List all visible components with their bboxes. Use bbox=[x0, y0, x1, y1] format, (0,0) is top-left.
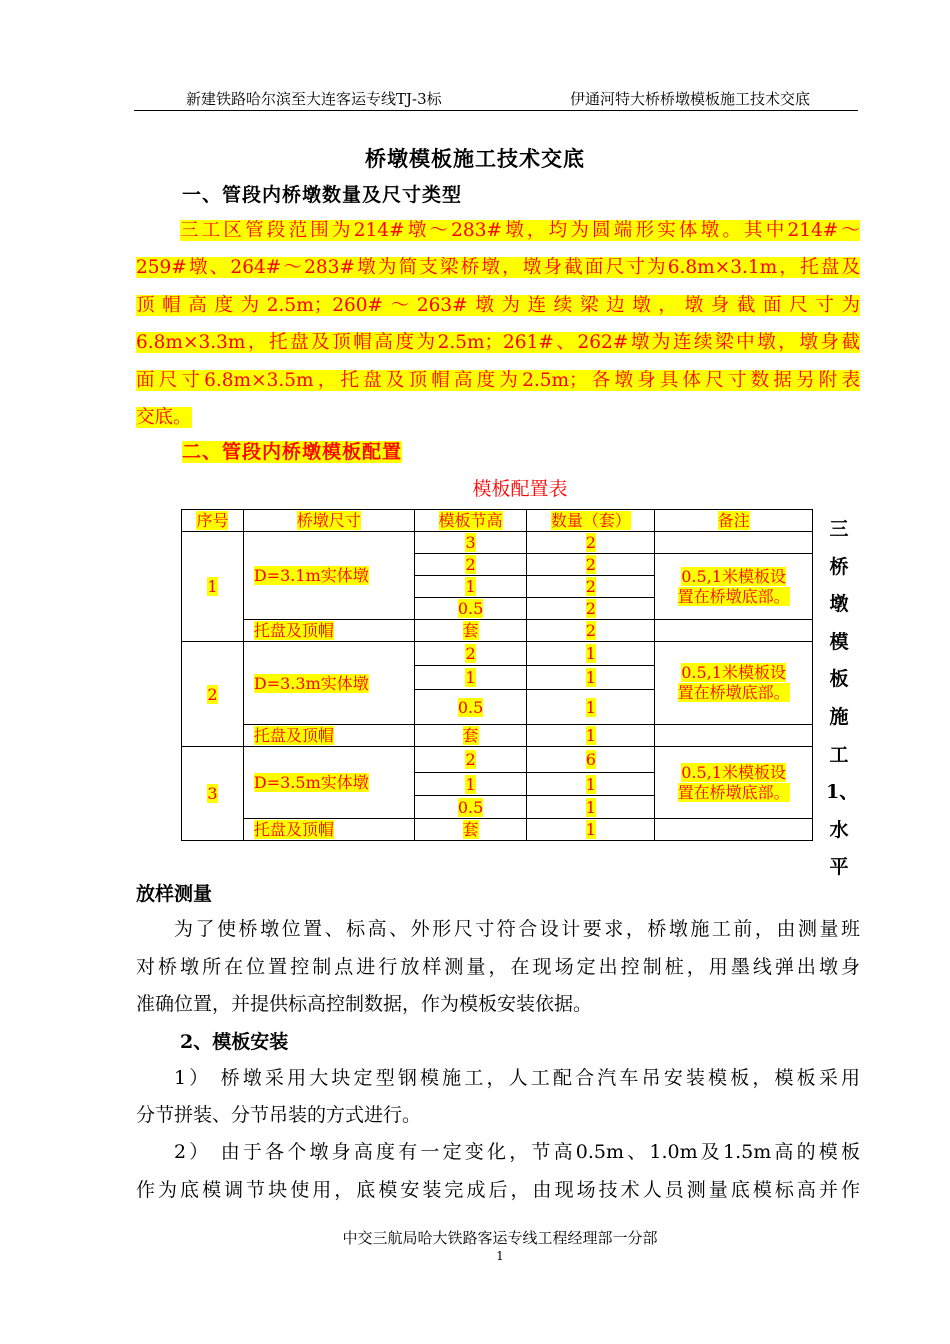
document-title: 桥墩模板施工技术交底 bbox=[365, 146, 585, 171]
cap-label: 托盘及顶帽 bbox=[243, 819, 414, 841]
note-empty bbox=[655, 620, 813, 642]
subsection1-paragraph bbox=[136, 911, 860, 1024]
cap-height: 套 bbox=[414, 620, 527, 642]
pier-size: D=3.1m实体墩 bbox=[243, 532, 414, 620]
table-header-row bbox=[182, 510, 813, 532]
paragraph-line: 为了使桥墩位置、标高、外形尺寸符合设计要求，桥墩施工前，由测量班 bbox=[174, 918, 860, 940]
cap-label: 托盘及顶帽 bbox=[243, 725, 414, 747]
quantity: 2 bbox=[527, 598, 655, 620]
quantity: 2 bbox=[527, 576, 655, 598]
side-vertical-text: 三 桥 墩 模 板 施 工 1、 水 平 bbox=[826, 518, 859, 879]
segment-height: 1 bbox=[414, 773, 527, 796]
pier-size: D=3.5m实体墩 bbox=[243, 747, 414, 819]
note-empty bbox=[655, 725, 813, 747]
cap-height: 套 bbox=[414, 725, 527, 747]
segment-height: 2 bbox=[414, 554, 527, 576]
section1-heading: 一、管段内桥墩数量及尺寸类型 bbox=[182, 184, 463, 206]
subsection2-item2 bbox=[136, 1134, 860, 1209]
table-row bbox=[182, 620, 813, 642]
paragraph-line: 2） 由于各个墩身高度有一定变化，节高0.5m、1.0m及1.5m高的模板 bbox=[174, 1141, 860, 1163]
paragraph-line: 259#墩、264#～283#墩为简支梁桥墩，墩身截面尺寸为6.8m×3.1m，托盘及 bbox=[136, 257, 860, 279]
cap-qty: 2 bbox=[527, 620, 655, 642]
table-row bbox=[182, 819, 813, 841]
subsection1-heading: 放样测量 bbox=[136, 883, 213, 905]
paragraph-line: 对桥墩所在位置控制点进行放样测量，在现场定出控制桩，用墨线弹出墩身 bbox=[136, 955, 860, 978]
section1-paragraph bbox=[136, 212, 860, 436]
subsection2-item1 bbox=[136, 1060, 860, 1135]
cap-label: 托盘及顶帽 bbox=[243, 620, 414, 642]
row-number: 1 bbox=[182, 532, 244, 642]
quantity: 1 bbox=[527, 666, 655, 690]
header-rule bbox=[134, 110, 858, 111]
paragraph-line: 三工区管段范围为214#墩～283#墩，均为圆端形实体墩。其中214#～ bbox=[180, 220, 860, 241]
segment-height: 3 bbox=[414, 532, 527, 554]
header-cell: 桥墩尺寸 bbox=[243, 510, 414, 532]
cap-qty: 1 bbox=[527, 725, 655, 747]
table-row bbox=[182, 747, 813, 773]
segment-height: 1 bbox=[414, 576, 527, 598]
quantity: 1 bbox=[527, 796, 655, 819]
note-cell: 0.5,1米模板设 置在桥墩底部。 bbox=[655, 642, 813, 725]
row-number: 2 bbox=[182, 642, 244, 747]
note-empty bbox=[655, 819, 813, 841]
cap-qty: 1 bbox=[527, 819, 655, 841]
table-row bbox=[182, 642, 813, 666]
header-cell: 数量（套） bbox=[527, 510, 655, 532]
quantity: 1 bbox=[527, 690, 655, 725]
paragraph-line: 顶帽高度为2.5m；260#～263#墩为连续梁边墩，墩身截面尺寸为 bbox=[136, 294, 860, 316]
segment-height: 0.5 bbox=[414, 690, 527, 725]
page-header bbox=[186, 88, 810, 109]
note-cell: 0.5,1米模板设 置在桥墩底部。 bbox=[655, 554, 813, 620]
paragraph-line: 作为底模调节块使用，底模安装完成后，由现场技术人员测量底模标高并作 bbox=[136, 1178, 860, 1201]
quantity: 6 bbox=[527, 747, 655, 773]
pier-size: D=3.3m实体墩 bbox=[243, 642, 414, 725]
header-left: 新建铁路哈尔滨至大连客运专线TJ-3标 bbox=[186, 90, 442, 108]
page-footer: 中交三航局哈大铁路客运专线工程经理部一分部 bbox=[342, 1229, 658, 1247]
paragraph-line: 6.8m×3.3m，托盘及顶帽高度为2.5m；261#、262#墩为连续梁中墩，墩身截 bbox=[136, 332, 860, 354]
note-empty bbox=[655, 532, 813, 554]
segment-height: 1 bbox=[414, 666, 527, 690]
quantity: 1 bbox=[527, 642, 655, 666]
table-title: 模板配置表 bbox=[472, 478, 568, 500]
segment-height: 2 bbox=[414, 642, 527, 666]
header-cell: 序号 bbox=[182, 510, 244, 532]
table-row bbox=[182, 532, 813, 554]
note-cell: 0.5,1米模板设 置在桥墩底部。 bbox=[655, 747, 813, 819]
paragraph-line: 面尺寸6.8m×3.5m，托盘及顶帽高度为2.5m；各墩身具体尺寸数据另附表 bbox=[136, 369, 860, 391]
subsection2-heading: 2、模板安装 bbox=[180, 1031, 289, 1053]
header-cell: 备注 bbox=[655, 510, 813, 532]
header-right: 伊通河特大桥桥墩模板施工技术交底 bbox=[569, 90, 810, 108]
cap-height: 套 bbox=[414, 819, 527, 841]
quantity: 2 bbox=[527, 554, 655, 576]
segment-height: 0.5 bbox=[414, 598, 527, 620]
page-number: 1 bbox=[496, 1249, 504, 1263]
paragraph-line: 分节拼装、分节吊装的方式进行。 bbox=[136, 1104, 422, 1127]
section2-heading: 二、管段内桥墩模板配置 bbox=[182, 441, 403, 463]
quantity: 1 bbox=[527, 773, 655, 796]
table-row bbox=[182, 725, 813, 747]
paragraph-line: 准确位置，并提供标高控制数据，作为模板安装依据。 bbox=[136, 993, 593, 1015]
formwork-config-table bbox=[181, 509, 813, 841]
quantity: 2 bbox=[527, 532, 655, 554]
paragraph-line: 1） 桥墩采用大块定型钢模施工，人工配合汽车吊安装模板，模板采用 bbox=[174, 1067, 860, 1089]
header-cell: 模板节高 bbox=[414, 510, 527, 532]
segment-height: 0.5 bbox=[414, 796, 527, 819]
row-number: 3 bbox=[182, 747, 244, 841]
segment-height: 2 bbox=[414, 747, 527, 773]
paragraph-line: 交底。 bbox=[136, 406, 192, 428]
